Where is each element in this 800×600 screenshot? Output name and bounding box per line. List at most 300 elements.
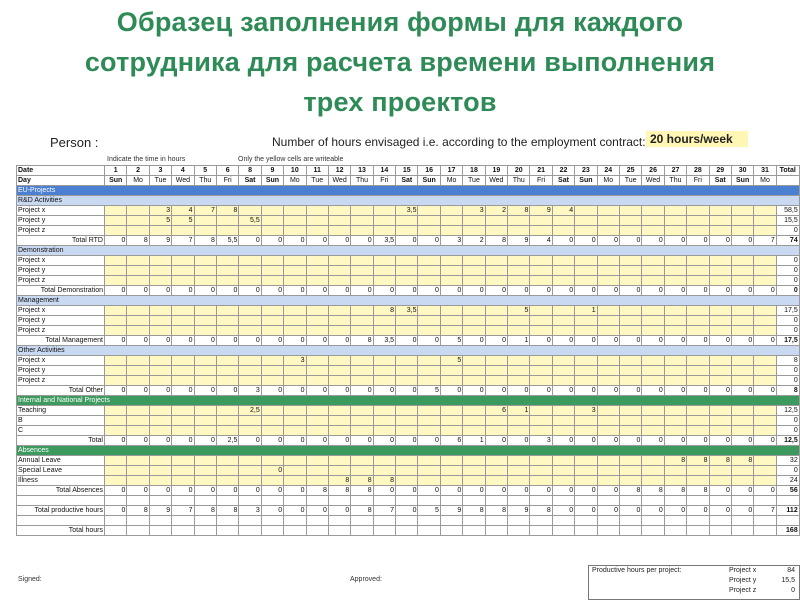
hours-input-cell[interactable] [127, 376, 149, 386]
hours-input-cell[interactable] [754, 476, 776, 486]
hours-input-cell[interactable] [530, 416, 552, 426]
hours-input-cell[interactable]: 6 [485, 406, 507, 416]
hours-input-cell[interactable] [172, 366, 194, 376]
hours-input-cell[interactable] [664, 376, 686, 386]
hours-input-cell[interactable] [463, 356, 485, 366]
hours-input-cell[interactable] [418, 266, 440, 276]
hours-input-cell[interactable] [127, 406, 149, 416]
hours-input-cell[interactable] [351, 226, 373, 236]
hours-input-cell[interactable] [508, 366, 530, 376]
hours-input-cell[interactable] [284, 256, 306, 266]
hours-input-cell[interactable] [619, 406, 641, 416]
hours-input-cell[interactable] [216, 276, 238, 286]
hours-input-cell[interactable] [485, 226, 507, 236]
hours-input-cell[interactable] [194, 466, 216, 476]
hours-input-cell[interactable] [149, 306, 171, 316]
hours-input-cell[interactable] [418, 256, 440, 266]
hours-input-cell[interactable] [642, 376, 664, 386]
hours-input-cell[interactable] [351, 266, 373, 276]
hours-input-cell[interactable] [373, 466, 395, 476]
hours-input-cell[interactable] [172, 256, 194, 266]
hours-input-cell[interactable] [754, 276, 776, 286]
hours-input-cell[interactable]: 3 [149, 206, 171, 216]
hours-input-cell[interactable] [284, 406, 306, 416]
hours-input-cell[interactable] [239, 366, 261, 376]
hours-input-cell[interactable] [373, 266, 395, 276]
hours-input-cell[interactable] [172, 416, 194, 426]
hours-input-cell[interactable] [530, 316, 552, 326]
hours-input-cell[interactable]: 5 [508, 306, 530, 316]
hours-input-cell[interactable] [575, 276, 597, 286]
hours-input-cell[interactable] [754, 356, 776, 366]
hours-input-cell[interactable] [216, 216, 238, 226]
hours-input-cell[interactable] [306, 416, 328, 426]
hours-input-cell[interactable] [440, 276, 462, 286]
hours-input-cell[interactable] [619, 316, 641, 326]
hours-input-cell[interactable] [731, 466, 753, 476]
hours-input-cell[interactable] [687, 466, 709, 476]
hours-input-cell[interactable] [552, 356, 574, 366]
hours-input-cell[interactable] [373, 226, 395, 236]
hours-input-cell[interactable] [530, 476, 552, 486]
hours-input-cell[interactable] [328, 366, 350, 376]
hours-input-cell[interactable] [373, 256, 395, 266]
hours-input-cell[interactable] [172, 226, 194, 236]
hours-input-cell[interactable] [508, 226, 530, 236]
hours-input-cell[interactable] [508, 316, 530, 326]
hours-input-cell[interactable] [373, 376, 395, 386]
hours-input-cell[interactable] [396, 256, 418, 266]
hours-input-cell[interactable] [619, 376, 641, 386]
hours-input-cell[interactable] [485, 216, 507, 226]
hours-input-cell[interactable] [463, 376, 485, 386]
hours-input-cell[interactable] [216, 306, 238, 316]
hours-input-cell[interactable] [597, 256, 619, 266]
hours-input-cell[interactable] [418, 366, 440, 376]
hours-input-cell[interactable] [664, 326, 686, 336]
hours-input-cell[interactable] [664, 266, 686, 276]
hours-input-cell[interactable] [194, 416, 216, 426]
hours-input-cell[interactable] [239, 426, 261, 436]
hours-input-cell[interactable] [575, 326, 597, 336]
hours-input-cell[interactable] [418, 276, 440, 286]
hours-input-cell[interactable] [261, 416, 283, 426]
hours-input-cell[interactable] [239, 376, 261, 386]
hours-input-cell[interactable] [575, 216, 597, 226]
hours-input-cell[interactable] [149, 326, 171, 336]
hours-input-cell[interactable] [105, 316, 127, 326]
hours-input-cell[interactable] [261, 326, 283, 336]
hours-input-cell[interactable] [306, 366, 328, 376]
hours-input-cell[interactable] [396, 456, 418, 466]
hours-input-cell[interactable] [687, 316, 709, 326]
hours-input-cell[interactable] [239, 256, 261, 266]
hours-input-cell[interactable] [664, 316, 686, 326]
hours-input-cell[interactable] [194, 426, 216, 436]
hours-input-cell[interactable] [172, 326, 194, 336]
hours-input-cell[interactable] [709, 316, 731, 326]
hours-input-cell[interactable] [463, 216, 485, 226]
hours-input-cell[interactable] [440, 426, 462, 436]
hours-input-cell[interactable] [306, 476, 328, 486]
hours-input-cell[interactable] [597, 216, 619, 226]
hours-input-cell[interactable] [508, 326, 530, 336]
hours-input-cell[interactable]: 1 [575, 306, 597, 316]
hours-input-cell[interactable] [619, 276, 641, 286]
hours-input-cell[interactable] [530, 456, 552, 466]
hours-input-cell[interactable] [172, 306, 194, 316]
hours-input-cell[interactable] [731, 256, 753, 266]
hours-input-cell[interactable] [306, 456, 328, 466]
hours-input-cell[interactable] [284, 216, 306, 226]
hours-input-cell[interactable] [731, 376, 753, 386]
hours-input-cell[interactable] [597, 476, 619, 486]
hours-input-cell[interactable] [261, 276, 283, 286]
hours-input-cell[interactable] [619, 216, 641, 226]
hours-input-cell[interactable] [239, 276, 261, 286]
hours-input-cell[interactable] [127, 256, 149, 266]
hours-input-cell[interactable] [239, 476, 261, 486]
hours-per-week-field[interactable]: 20 hours/week [646, 131, 748, 147]
hours-input-cell[interactable] [127, 366, 149, 376]
hours-input-cell[interactable] [261, 376, 283, 386]
hours-input-cell[interactable] [194, 406, 216, 416]
hours-input-cell[interactable] [284, 426, 306, 436]
hours-input-cell[interactable] [530, 306, 552, 316]
hours-input-cell[interactable] [664, 276, 686, 286]
hours-input-cell[interactable] [284, 326, 306, 336]
hours-input-cell[interactable] [552, 476, 574, 486]
hours-input-cell[interactable] [373, 366, 395, 376]
hours-input-cell[interactable] [664, 256, 686, 266]
hours-input-cell[interactable] [664, 366, 686, 376]
hours-input-cell[interactable] [709, 366, 731, 376]
hours-input-cell[interactable] [418, 326, 440, 336]
hours-input-cell[interactable] [575, 356, 597, 366]
hours-input-cell[interactable] [284, 416, 306, 426]
hours-input-cell[interactable] [731, 226, 753, 236]
hours-input-cell[interactable] [552, 306, 574, 316]
hours-input-cell[interactable]: 5 [149, 216, 171, 226]
hours-input-cell[interactable] [642, 366, 664, 376]
hours-input-cell[interactable] [306, 376, 328, 386]
hours-input-cell[interactable] [575, 376, 597, 386]
hours-input-cell[interactable] [687, 306, 709, 316]
hours-input-cell[interactable] [731, 326, 753, 336]
hours-input-cell[interactable] [485, 376, 507, 386]
hours-input-cell[interactable] [284, 226, 306, 236]
hours-input-cell[interactable] [575, 256, 597, 266]
hours-input-cell[interactable] [687, 256, 709, 266]
hours-input-cell[interactable] [396, 406, 418, 416]
hours-input-cell[interactable] [530, 366, 552, 376]
hours-input-cell[interactable] [284, 316, 306, 326]
hours-input-cell[interactable]: 8 [709, 456, 731, 466]
hours-input-cell[interactable] [530, 326, 552, 336]
hours-input-cell[interactable] [418, 316, 440, 326]
hours-input-cell[interactable] [127, 216, 149, 226]
hours-input-cell[interactable] [396, 416, 418, 426]
hours-input-cell[interactable] [597, 466, 619, 476]
hours-input-cell[interactable] [418, 416, 440, 426]
hours-input-cell[interactable] [418, 216, 440, 226]
hours-input-cell[interactable] [396, 316, 418, 326]
hours-input-cell[interactable] [105, 356, 127, 366]
hours-input-cell[interactable] [328, 406, 350, 416]
hours-input-cell[interactable] [530, 276, 552, 286]
hours-input-cell[interactable] [597, 356, 619, 366]
hours-input-cell[interactable] [575, 206, 597, 216]
hours-input-cell[interactable] [575, 456, 597, 466]
hours-input-cell[interactable] [463, 406, 485, 416]
hours-input-cell[interactable] [687, 206, 709, 216]
hours-input-cell[interactable] [396, 426, 418, 436]
hours-input-cell[interactable] [351, 306, 373, 316]
hours-input-cell[interactable] [418, 306, 440, 316]
hours-input-cell[interactable] [194, 376, 216, 386]
hours-input-cell[interactable] [463, 316, 485, 326]
hours-input-cell[interactable] [463, 476, 485, 486]
hours-input-cell[interactable] [508, 426, 530, 436]
hours-input-cell[interactable] [463, 276, 485, 286]
hours-input-cell[interactable] [396, 476, 418, 486]
hours-input-cell[interactable] [463, 306, 485, 316]
hours-input-cell[interactable] [418, 356, 440, 366]
hours-input-cell[interactable] [664, 226, 686, 236]
hours-input-cell[interactable] [575, 426, 597, 436]
hours-input-cell[interactable] [216, 356, 238, 366]
hours-input-cell[interactable] [664, 206, 686, 216]
hours-input-cell[interactable] [194, 276, 216, 286]
hours-input-cell[interactable]: 5 [172, 216, 194, 226]
hours-input-cell[interactable]: 8 [216, 206, 238, 216]
hours-input-cell[interactable] [396, 226, 418, 236]
hours-input-cell[interactable] [105, 476, 127, 486]
hours-input-cell[interactable] [440, 216, 462, 226]
hours-input-cell[interactable] [351, 216, 373, 226]
hours-input-cell[interactable] [552, 466, 574, 476]
hours-input-cell[interactable] [172, 406, 194, 416]
hours-input-cell[interactable] [328, 266, 350, 276]
hours-input-cell[interactable] [105, 216, 127, 226]
hours-input-cell[interactable] [351, 366, 373, 376]
hours-input-cell[interactable] [463, 326, 485, 336]
hours-input-cell[interactable] [597, 406, 619, 416]
hours-input-cell[interactable] [440, 206, 462, 216]
hours-input-cell[interactable] [328, 306, 350, 316]
hours-input-cell[interactable]: 3 [575, 406, 597, 416]
hours-input-cell[interactable] [418, 456, 440, 466]
hours-input-cell[interactable] [575, 316, 597, 326]
hours-input-cell[interactable] [463, 426, 485, 436]
hours-input-cell[interactable] [508, 356, 530, 366]
hours-input-cell[interactable] [127, 306, 149, 316]
hours-input-cell[interactable]: 7 [194, 206, 216, 216]
hours-input-cell[interactable] [105, 366, 127, 376]
hours-input-cell[interactable] [530, 376, 552, 386]
hours-input-cell[interactable] [575, 466, 597, 476]
hours-input-cell[interactable] [418, 476, 440, 486]
hours-input-cell[interactable] [508, 216, 530, 226]
hours-input-cell[interactable] [754, 366, 776, 376]
hours-input-cell[interactable] [530, 356, 552, 366]
hours-input-cell[interactable] [261, 226, 283, 236]
hours-input-cell[interactable] [284, 206, 306, 216]
hours-input-cell[interactable] [664, 466, 686, 476]
hours-input-cell[interactable] [261, 316, 283, 326]
hours-input-cell[interactable] [597, 326, 619, 336]
hours-input-cell[interactable] [418, 206, 440, 216]
hours-input-cell[interactable] [396, 216, 418, 226]
hours-input-cell[interactable]: 3,5 [396, 206, 418, 216]
hours-input-cell[interactable] [687, 266, 709, 276]
hours-input-cell[interactable] [754, 456, 776, 466]
hours-input-cell[interactable] [216, 266, 238, 276]
hours-input-cell[interactable] [105, 406, 127, 416]
hours-input-cell[interactable] [216, 466, 238, 476]
hours-input-cell[interactable] [552, 406, 574, 416]
hours-input-cell[interactable] [687, 376, 709, 386]
hours-input-cell[interactable] [373, 216, 395, 226]
hours-input-cell[interactable] [261, 426, 283, 436]
hours-input-cell[interactable] [619, 266, 641, 276]
hours-input-cell[interactable] [396, 266, 418, 276]
hours-input-cell[interactable]: 3,5 [396, 306, 418, 316]
hours-input-cell[interactable] [216, 476, 238, 486]
hours-input-cell[interactable] [396, 466, 418, 476]
hours-input-cell[interactable] [216, 456, 238, 466]
hours-input-cell[interactable] [575, 416, 597, 426]
hours-input-cell[interactable] [373, 326, 395, 336]
hours-input-cell[interactable] [508, 476, 530, 486]
hours-input-cell[interactable] [216, 326, 238, 336]
hours-input-cell[interactable] [105, 206, 127, 216]
hours-input-cell[interactable] [351, 376, 373, 386]
hours-input-cell[interactable] [552, 216, 574, 226]
hours-input-cell[interactable] [194, 266, 216, 276]
hours-input-cell[interactable] [440, 256, 462, 266]
hours-input-cell[interactable] [687, 406, 709, 416]
hours-input-cell[interactable] [709, 476, 731, 486]
hours-input-cell[interactable]: 8 [687, 456, 709, 466]
hours-input-cell[interactable] [597, 426, 619, 436]
hours-input-cell[interactable] [172, 376, 194, 386]
hours-input-cell[interactable] [552, 326, 574, 336]
hours-input-cell[interactable] [485, 306, 507, 316]
hours-input-cell[interactable] [440, 306, 462, 316]
hours-input-cell[interactable] [619, 476, 641, 486]
hours-input-cell[interactable] [373, 206, 395, 216]
hours-input-cell[interactable] [172, 426, 194, 436]
hours-input-cell[interactable] [485, 456, 507, 466]
hours-input-cell[interactable] [642, 456, 664, 466]
hours-input-cell[interactable] [709, 406, 731, 416]
hours-input-cell[interactable] [463, 456, 485, 466]
hours-input-cell[interactable] [642, 256, 664, 266]
hours-input-cell[interactable] [149, 466, 171, 476]
hours-input-cell[interactable] [687, 426, 709, 436]
hours-input-cell[interactable] [105, 306, 127, 316]
hours-input-cell[interactable] [642, 306, 664, 316]
hours-input-cell[interactable] [328, 316, 350, 326]
hours-input-cell[interactable]: 4 [172, 206, 194, 216]
hours-input-cell[interactable] [105, 456, 127, 466]
hours-input-cell[interactable] [508, 376, 530, 386]
hours-input-cell[interactable] [619, 466, 641, 476]
hours-input-cell[interactable] [149, 476, 171, 486]
hours-input-cell[interactable] [575, 266, 597, 276]
hours-input-cell[interactable] [328, 216, 350, 226]
hours-input-cell[interactable]: 5 [440, 356, 462, 366]
hours-input-cell[interactable] [149, 456, 171, 466]
hours-input-cell[interactable] [664, 356, 686, 366]
hours-input-cell[interactable] [664, 426, 686, 436]
hours-input-cell[interactable] [306, 206, 328, 216]
hours-input-cell[interactable] [731, 206, 753, 216]
hours-input-cell[interactable] [597, 416, 619, 426]
hours-input-cell[interactable] [552, 376, 574, 386]
hours-input-cell[interactable] [731, 426, 753, 436]
hours-input-cell[interactable] [642, 406, 664, 416]
hours-input-cell[interactable] [306, 326, 328, 336]
hours-input-cell[interactable] [261, 456, 283, 466]
hours-input-cell[interactable]: 8 [664, 456, 686, 466]
hours-input-cell[interactable] [261, 306, 283, 316]
hours-input-cell[interactable] [619, 226, 641, 236]
hours-input-cell[interactable] [194, 476, 216, 486]
hours-input-cell[interactable] [328, 456, 350, 466]
hours-input-cell[interactable] [731, 276, 753, 286]
hours-input-cell[interactable] [485, 276, 507, 286]
hours-input-cell[interactable] [328, 356, 350, 366]
hours-input-cell[interactable] [306, 306, 328, 316]
hours-input-cell[interactable] [440, 316, 462, 326]
hours-input-cell[interactable] [619, 426, 641, 436]
hours-input-cell[interactable] [597, 266, 619, 276]
hours-input-cell[interactable] [440, 476, 462, 486]
hours-input-cell[interactable] [373, 406, 395, 416]
hours-input-cell[interactable] [552, 316, 574, 326]
hours-input-cell[interactable] [731, 216, 753, 226]
hours-input-cell[interactable] [575, 476, 597, 486]
hours-input-cell[interactable] [619, 416, 641, 426]
hours-input-cell[interactable] [261, 216, 283, 226]
hours-input-cell[interactable] [149, 416, 171, 426]
hours-input-cell[interactable] [149, 266, 171, 276]
hours-input-cell[interactable] [731, 316, 753, 326]
hours-input-cell[interactable] [351, 356, 373, 366]
hours-input-cell[interactable] [440, 466, 462, 476]
hours-input-cell[interactable] [731, 306, 753, 316]
hours-input-cell[interactable] [239, 316, 261, 326]
hours-input-cell[interactable] [687, 276, 709, 286]
hours-input-cell[interactable] [463, 366, 485, 376]
hours-input-cell[interactable] [127, 356, 149, 366]
hours-input-cell[interactable] [172, 476, 194, 486]
hours-input-cell[interactable] [105, 326, 127, 336]
hours-input-cell[interactable] [597, 316, 619, 326]
hours-input-cell[interactable] [664, 406, 686, 416]
hours-input-cell[interactable] [216, 366, 238, 376]
hours-input-cell[interactable] [508, 466, 530, 476]
hours-input-cell[interactable] [731, 356, 753, 366]
hours-input-cell[interactable] [306, 216, 328, 226]
hours-input-cell[interactable] [149, 406, 171, 416]
hours-input-cell[interactable] [328, 256, 350, 266]
hours-input-cell[interactable] [709, 416, 731, 426]
hours-input-cell[interactable] [149, 366, 171, 376]
hours-input-cell[interactable] [687, 326, 709, 336]
